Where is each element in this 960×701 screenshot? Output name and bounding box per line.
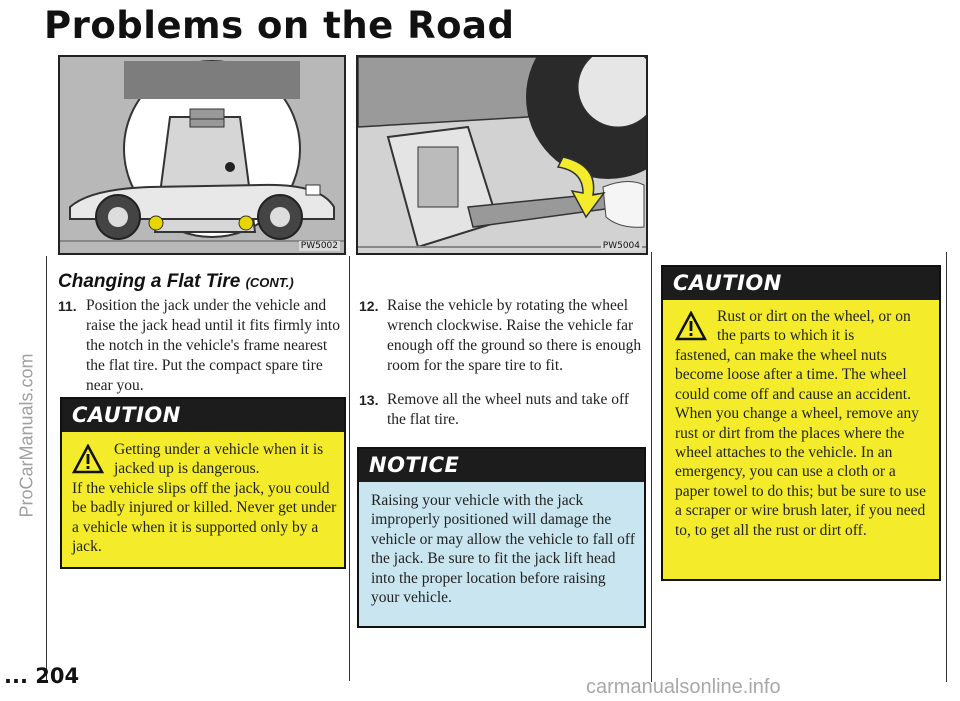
- figure-wrench-raise: [356, 55, 648, 255]
- step-text: Position the jack under the vehicle and raise the jack head until it fits firmly into the notch in the vehicle's frame nearest the flat tire. Put the compact spare tire near you.: [86, 297, 340, 394]
- car-jack-illustration: [60, 57, 344, 253]
- step-11: [58, 296, 346, 400]
- caution-text: fastened, can make the wheel nuts become loose after a time. The wheel could come off and cause an accident. When you change a wheel, remove any rust or dirt from the places where the wheel attaches to the vehicle. In an emergency, you can use a cloth or a paper towel to do this; but be sure to use a scraper or wire brush later, if you need to, to get all the rust or dirt off.: [675, 347, 926, 539]
- footer-watermark: carmanualsonline.info: [586, 676, 781, 698]
- step-text: Remove all the wheel nuts and take off the flat tire.: [387, 391, 630, 428]
- step-text: Raise the vehicle by rotating the wheel wrench clockwise. Raise the vehicle far enough off the ground so there is enough room for the spare tire to fit.: [387, 297, 642, 374]
- figure-jack-position: [58, 55, 346, 255]
- notice-text: Raising your vehicle with the jack improperly positioned will damage the vehicle or may allow the vehicle to fall off the jack. Be sure to fit the jack lift head into the proper location before raising your vehicle.: [371, 492, 635, 607]
- section-cont: (CONT.): [245, 275, 294, 290]
- step-number: 13.: [359, 392, 379, 408]
- caution-lead: Rust or dirt on the wheel, or on the parts to which it is: [717, 308, 911, 345]
- column-divider: [651, 252, 652, 682]
- figure-code: PW5004: [602, 241, 640, 251]
- page-title: Problems on the Road: [44, 4, 515, 47]
- caution-text: If the vehicle slips off the jack, you could be badly injured or killed. Never get under a vehicle when it is supported only by a jack.: [72, 480, 337, 556]
- caution-header: CAUTION: [62, 399, 344, 432]
- warning-triangle-icon: [72, 444, 104, 474]
- section-heading: [58, 271, 294, 293]
- figure-code: PW5002: [300, 241, 338, 251]
- caution-lead: Getting under a vehicle when it is jacked up is dangerous.: [114, 441, 324, 478]
- step-13: [359, 390, 649, 434]
- caution-box-jack: [60, 397, 346, 569]
- page-number: ... 204: [4, 664, 80, 688]
- column-divider: [946, 252, 947, 682]
- column-divider: [46, 256, 47, 681]
- step-12: [359, 296, 649, 386]
- side-watermark: ProCarManuals.com: [16, 353, 37, 518]
- step-number: 12.: [359, 298, 379, 314]
- column-divider: [349, 256, 350, 681]
- step-number: 11.: [58, 298, 77, 314]
- caution-box-rust: [661, 265, 941, 581]
- section-heading-text: Changing a Flat Tire: [58, 271, 241, 292]
- jack-wrench-illustration: [358, 57, 646, 253]
- warning-triangle-icon: [675, 311, 707, 341]
- notice-box: [357, 447, 646, 628]
- caution-header: CAUTION: [663, 267, 939, 300]
- notice-header: NOTICE: [359, 449, 644, 482]
